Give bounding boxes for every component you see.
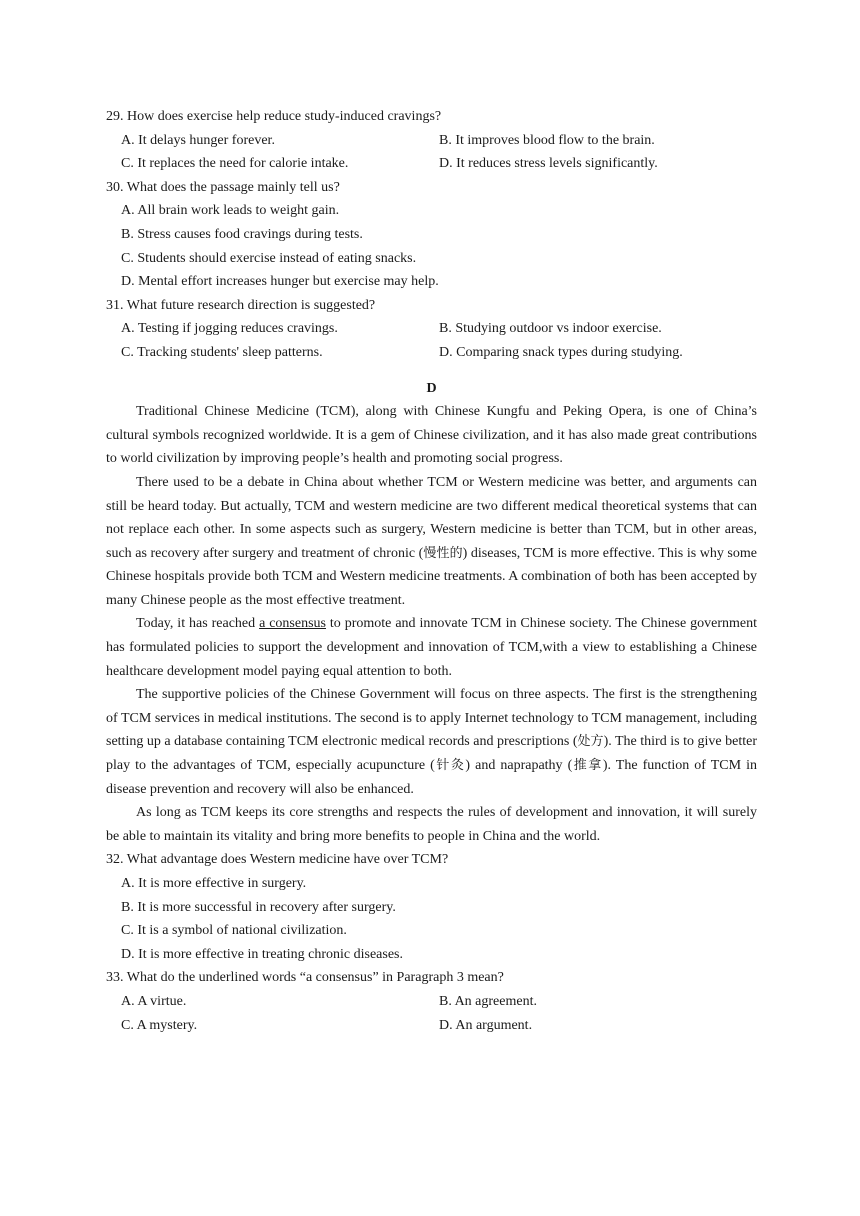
option-row: [106, 152, 757, 176]
question-32: [106, 848, 757, 966]
section-heading: D: [426, 380, 437, 396]
option-b: B. Stress causes food cravings during tests.: [121, 226, 363, 242]
option-b: B. An agreement.: [439, 993, 537, 1009]
option-d: D. It reduces stress levels significantly.: [439, 156, 658, 172]
chinese-gloss: 推拿: [572, 758, 603, 774]
paragraph-4: [106, 683, 757, 801]
question-33: [106, 966, 757, 1037]
paragraph-3: [106, 612, 757, 683]
option-a: A. It is more effective in surgery.: [121, 876, 307, 891]
question-31: [106, 294, 757, 365]
option-a: A. A virtue.: [121, 993, 187, 1009]
paragraph-text: ) and naprapathy (: [465, 758, 573, 774]
question-stem: 29. How does exercise help reduce study-induced cravings?: [106, 109, 442, 124]
paragraph-text: ). The third is to give better play to the advantages of TCM, especially acupuncture (: [106, 734, 757, 774]
option-b: B. Studying outdoor vs indoor exercise.: [439, 321, 662, 337]
option-a: A. It delays hunger forever.: [121, 132, 275, 148]
underlined-phrase: a consensus: [259, 616, 326, 632]
option-c: C. A mystery.: [121, 1017, 198, 1033]
paragraph-5: As long as TCM keeps its core strengths and respects the rules of development and innovation, it will surely be able to maintain its vitality and bring more benefits to people in China and the world.: [106, 805, 757, 844]
option-b: B. It is more successful in recovery after surgery.: [121, 899, 396, 915]
chinese-gloss: 针灸: [434, 758, 466, 774]
option-row: [106, 317, 757, 341]
chinese-gloss: 处方: [577, 734, 604, 750]
option-d: D. Comparing snack types during studying.: [439, 344, 683, 360]
question-stem: 32. What advantage does Western medicine have over TCM?: [106, 852, 449, 868]
option-a: A. All brain work leads to weight gain.: [121, 203, 340, 219]
exam-page: [106, 105, 757, 1037]
option-b: B. It improves blood flow to the brain.: [439, 132, 655, 148]
paragraph-text: to promote and innovate TCM in Chinese society. The Chinese government has formulated policies to support the development and innovation of TCM,with a view to establishing a Chinese healthcare development model paying equal attention to both.: [106, 616, 757, 679]
question-stem: 30. What does the passage mainly tell us?: [106, 179, 340, 195]
question-stem: 31. What future research direction is suggested?: [106, 297, 376, 313]
paragraph-text: ) diseases, TCM is more effective. This is why some Chinese hospitals provide both TCM and Western medicine treatments. A combination of both has been accepted by many Chinese people as the most effective treatment.: [106, 545, 757, 608]
option-d: D. An argument.: [439, 1017, 533, 1033]
option-a: A. Testing if jogging reduces cravings.: [121, 321, 338, 337]
question-29: [106, 105, 757, 176]
option-row: [106, 341, 757, 365]
option-c: C. Tracking students' sleep patterns.: [121, 344, 323, 360]
paragraph-text: The supportive policies of the Chinese Government will focus on three aspects. The first is the strengthening of TCM services in medical institutions. The second is to apply Internet technology to TCM management, including setting up a database containing TCM electronic medical records and prescriptions (: [106, 687, 757, 750]
option-c: C. Students should exercise instead of eating snacks.: [121, 250, 417, 266]
option-c: C. It replaces the need for calorie intake.: [121, 156, 349, 172]
option-row: [106, 1014, 757, 1038]
paragraph-text: ). The function of TCM in disease prevention and recovery will also be enhanced.: [106, 758, 757, 797]
paragraph-2: [106, 471, 757, 613]
question-30: [106, 176, 757, 294]
option-d: D. It is more effective in treating chronic diseases.: [121, 946, 403, 962]
option-row: [106, 990, 757, 1014]
option-c: C. It is a symbol of national civilization.: [121, 923, 347, 939]
chinese-gloss: 慢性的: [423, 545, 463, 561]
paragraph-1: Traditional Chinese Medicine (TCM), along with Chinese Kungfu and Peking Opera, is one of China’s cultural symbols recognized worldwide. It is a gem of Chinese civilization, and it has also made great contributions to world civilization by improving people’s health and promoting social progress.: [106, 404, 757, 467]
option-d: D. Mental effort increases hunger but exercise may help.: [121, 274, 439, 290]
paragraph-text: Today, it has reached: [136, 616, 260, 632]
option-row: [106, 129, 757, 153]
passage: [106, 400, 757, 848]
paragraph-text: There used to be a debate in China about whether TCM or Western medicine was better, and arguments can still be heard today. But actually, TCM and western medicine are two different medical theoretical systems that can not replace each other. In some aspects such as surgery, Western medicine is better than TCM, but in other areas, such as recovery after surgery and treatment of chronic (: [106, 474, 757, 561]
question-stem: 33. What do the underlined words “a consensus” in Paragraph 3 mean?: [106, 970, 504, 986]
